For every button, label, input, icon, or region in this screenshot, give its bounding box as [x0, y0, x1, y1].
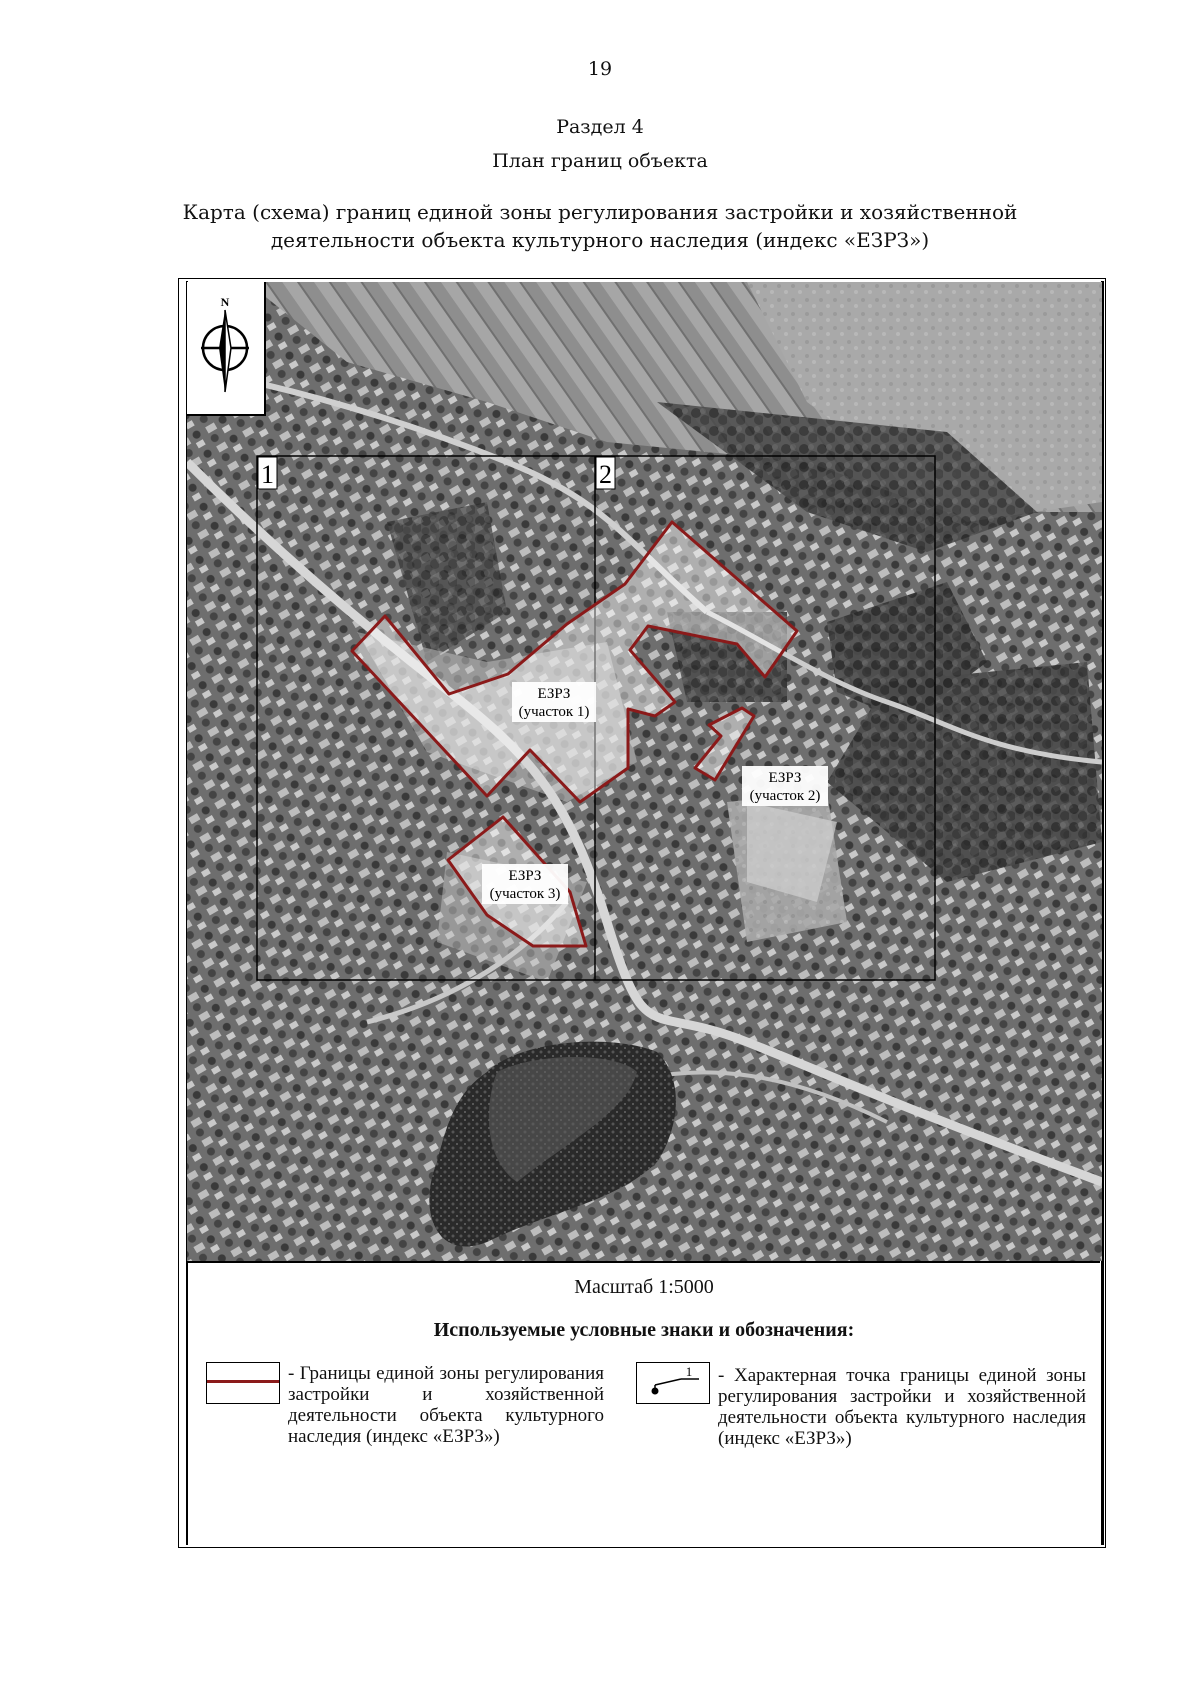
svg-text:N: N: [220, 295, 230, 309]
legend-item-boundary-text: - Границы единой зоны регулирования застройки и хозяйственной деятельности объекта культурного наследия (индекс «ЕЗРЗ»): [288, 1363, 604, 1447]
zone-2-label: ЕЗРЗ: [768, 770, 802, 786]
map-title-line-1: Карта (схема) границ единой зоны регулирования застройки и хозяйственной: [182, 200, 1018, 224]
zone-3-label: ЕЗРЗ: [508, 868, 542, 884]
section-title: Раздел 4: [556, 116, 644, 138]
zone-1-sublabel: (участок 1): [518, 704, 590, 720]
north-arrow-icon: [187, 282, 264, 414]
zone-2-sublabel: (участок 2): [749, 788, 821, 804]
zone-3-sublabel: (участок 3): [489, 886, 561, 902]
plan-title: План границ объекта: [492, 150, 708, 172]
north-arrow-box: [187, 282, 266, 416]
sheet-label-2: 2: [599, 460, 612, 489]
aerial-map: [187, 282, 1102, 1261]
map-title: [0, 198, 1200, 254]
legend-heading: Используемые условные знаки и обозначения:: [433, 1319, 855, 1341]
map-title-line-2: деятельности объекта культурного наследия (индекс «ЕЗРЗ»): [270, 228, 930, 252]
boundary-point-number: 1: [685, 1364, 693, 1379]
zone-1-label: ЕЗРЗ: [537, 686, 571, 702]
boundary-point-swatch: [636, 1362, 710, 1404]
boundary-line-swatch: [206, 1362, 280, 1404]
legend-item-point-text: - Характерная точка границы единой зоны регулирования застройки и хозяйственной деятельности объекта культурного наследия (индекс «ЕЗРЗ»): [718, 1365, 1086, 1449]
sheet-label-1: 1: [261, 460, 274, 489]
legend-panel: [188, 1261, 1100, 1547]
page-number: 19: [587, 58, 613, 80]
map-scale: Масштаб 1:5000: [574, 1276, 714, 1298]
